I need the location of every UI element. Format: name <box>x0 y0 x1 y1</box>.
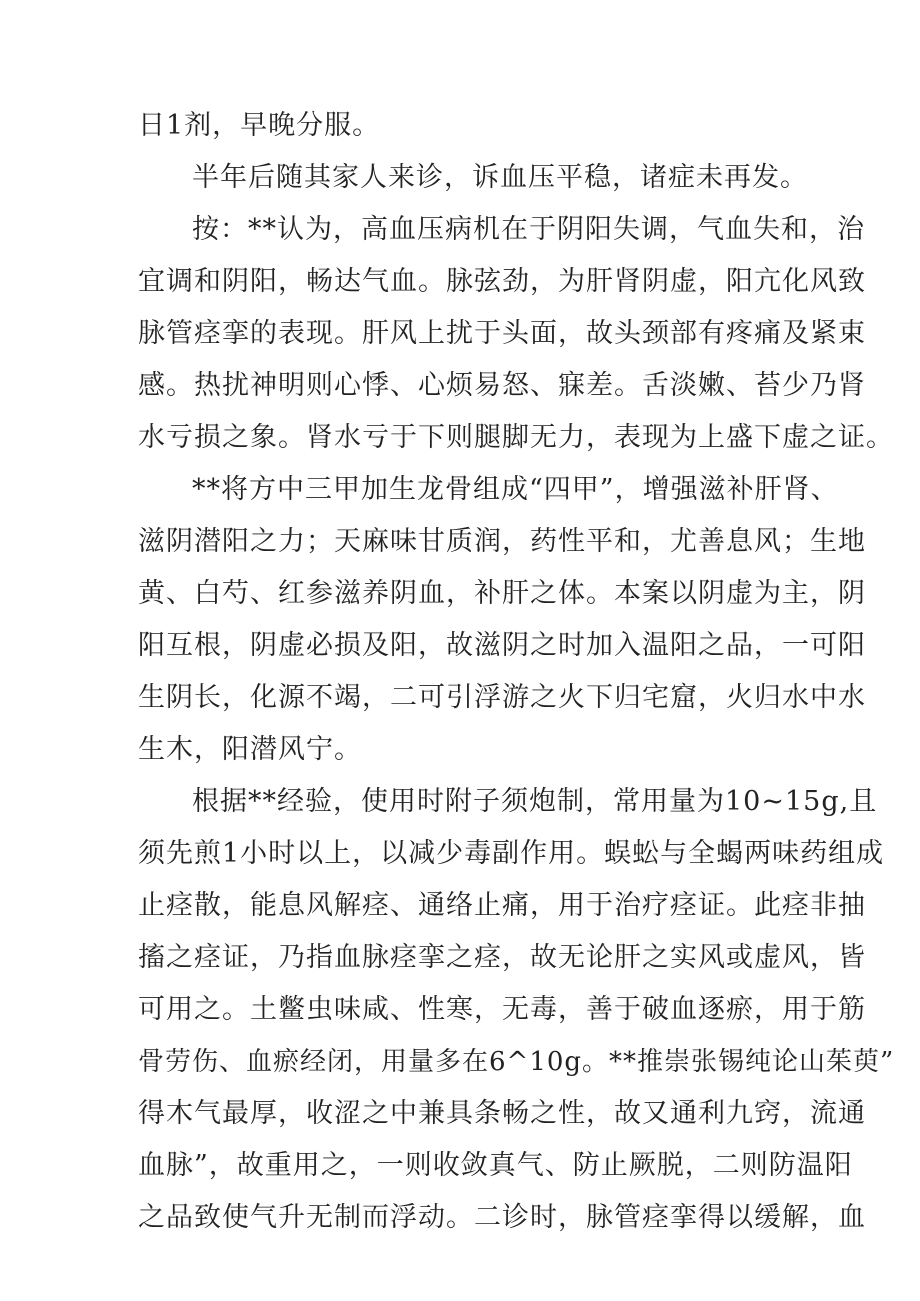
text-line-19: 骨劳伤、血瘀经闭，用量多在6^10g。**推崇张锡纯论山茱萸” <box>138 1047 895 1077</box>
text-line-5: 脉管痉挛的表现。肝风上扰于头面，故头颈部有疼痛及紧束 <box>138 318 866 349</box>
text-line-17: 搐之痉证，乃指血脉痉挛之痉，故无论肝之实风或虚风，皆 <box>138 942 866 973</box>
text-line-22: 之品致使气升无制而浮动。二诊时，脉管痉挛得以缓解，血 <box>138 1202 866 1233</box>
text-line-12: 生阴长，化源不竭，二可引浮游之火下归宅窟，火归水中水 <box>138 682 866 713</box>
text-line-21: 血脉”，故重用之，一则收敛真气、防止厥脱，二则防温阳 <box>138 1150 853 1181</box>
text-line-18: 可用之。土鳖虫味咸、性寒，无毒，善于破血逐瘀，用于筋 <box>138 994 866 1025</box>
text-line-6: 感。热扰神明则心悸、心烦易怒、寐差。舌淡嫩、苔少乃肾 <box>138 370 866 401</box>
text-line-14: 根据**经验，使用时附子须炮制，常用量为10~15g,且 <box>192 786 878 817</box>
text-line-4: 宜调和阴阳，畅达气血。脉弦劲，为肝肾阴虚，阳亢化风致 <box>138 266 866 297</box>
text-line-10: 黄、白芍、红参滋养阴血，补肝之体。本案以阴虚为主，阴 <box>138 578 866 609</box>
text-line-20: 得木气最厚，收涩之中兼具条畅之性，故又通利九窍，流通 <box>138 1098 866 1129</box>
text-line-2: 半年后随其家人来诊，诉血压平稳，诸症未再发。 <box>192 162 808 193</box>
text-line-7: 水亏损之象。肾水亏于下则腿脚无力，表现为上盛下虚之证。 <box>138 422 894 453</box>
text-line-15: 须先煎1小时以上，以减少毒副作用。蜈蚣与全蝎两味药组成 <box>138 838 885 869</box>
text-line-8: **将方中三甲加生龙骨组成“四甲”，增强滋补肝肾、 <box>192 474 839 505</box>
text-line-16: 止痉散，能息风解痉、通络止痛，用于治疗痉证。此痉非抽 <box>138 890 866 921</box>
text-line-13: 生木，阳潜风宁。 <box>138 734 362 765</box>
text-line-3: 按：**认为，高血压病机在于阴阳失调，气血失和，治 <box>192 214 865 245</box>
text-line-11: 阳互根，阴虚必损及阳，故滋阴之时加入温阳之品，一可阳 <box>138 630 866 661</box>
text-line-1: 日1剂，早晚分服。 <box>138 110 381 141</box>
text-line-9: 滋阴潜阳之力；天麻味甘质润，药性平和，尤善息风；生地 <box>138 526 866 557</box>
